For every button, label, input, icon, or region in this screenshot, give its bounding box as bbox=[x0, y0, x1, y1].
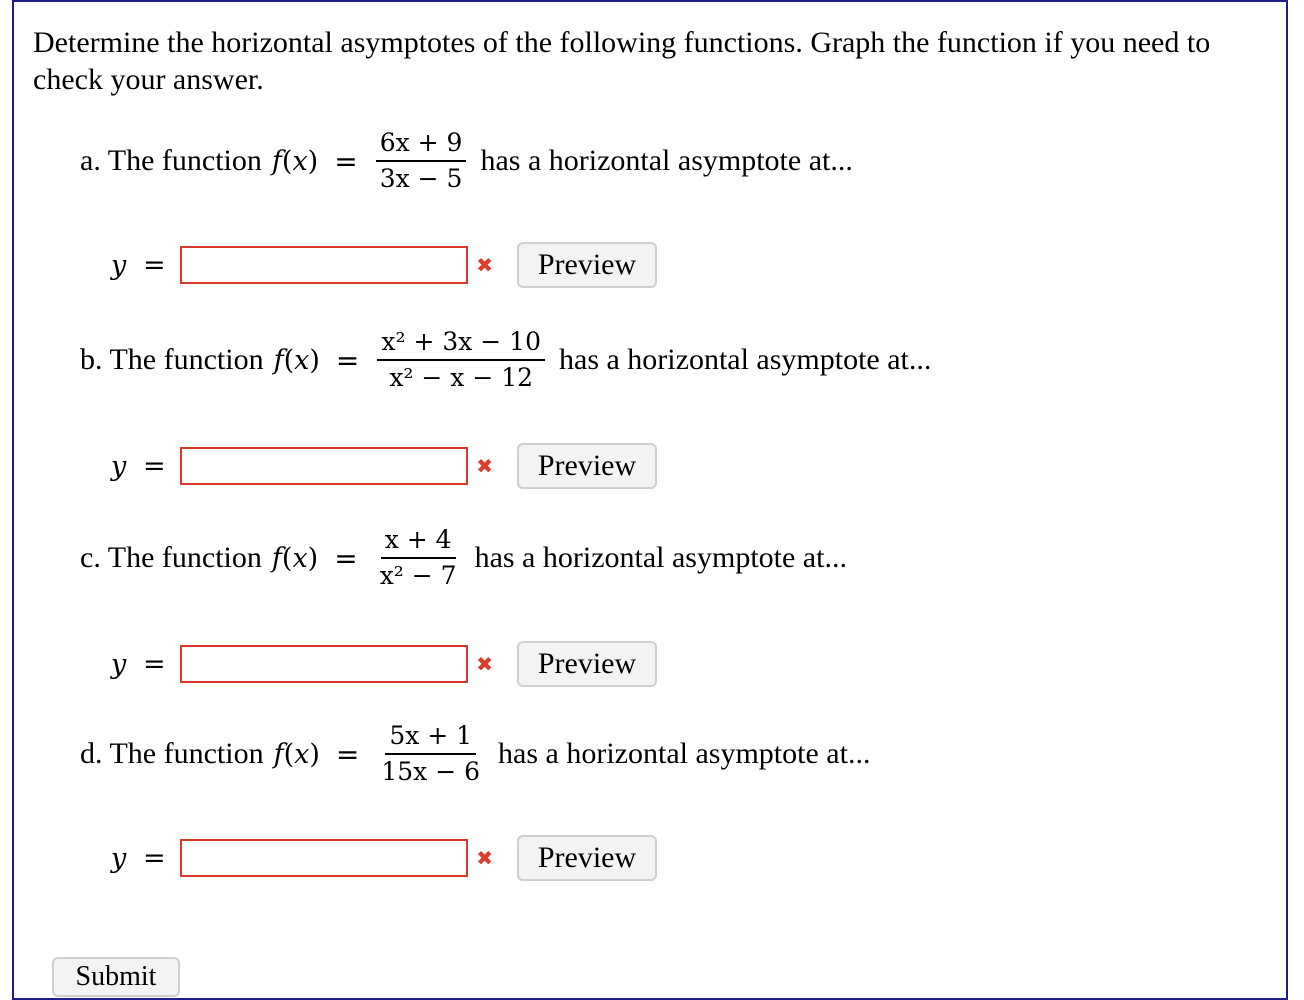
incorrect-x-icon: ✖ bbox=[476, 652, 493, 676]
answer-equals-sign: = bbox=[143, 648, 166, 680]
rational-expression bbox=[376, 523, 461, 593]
preview-button-d[interactable]: Preview bbox=[517, 835, 657, 881]
problem-tail: has a horizontal asymptote at... bbox=[474, 541, 847, 574]
paren-close: ) bbox=[309, 344, 320, 376]
function-variable: x bbox=[294, 738, 310, 770]
answer-variable-label: y bbox=[111, 842, 127, 874]
function-variable: x bbox=[292, 145, 308, 177]
incorrect-x-icon: ✖ bbox=[476, 454, 493, 478]
answer-input-d[interactable] bbox=[180, 839, 468, 877]
paren-open: ( bbox=[283, 344, 295, 376]
problem-lead: d. The function bbox=[80, 737, 264, 770]
paren-open: ( bbox=[283, 738, 295, 770]
denominator: x² − 7 bbox=[379, 561, 457, 590]
answer-row-b bbox=[111, 447, 637, 485]
preview-button-b[interactable]: Preview bbox=[517, 443, 657, 489]
function-name: f bbox=[271, 145, 282, 177]
paren-close: ) bbox=[309, 738, 320, 770]
instructions-text: Determine the horizontal asymptotes of the following functions. Graph the function if you need to check your answer. bbox=[33, 26, 1211, 96]
answer-equals-sign: = bbox=[143, 450, 166, 482]
function-name: f bbox=[273, 738, 284, 770]
answer-input-c[interactable] bbox=[180, 645, 468, 683]
answer-row-a bbox=[111, 246, 637, 284]
answer-variable-label: y bbox=[111, 450, 127, 482]
equals-sign: = bbox=[334, 144, 358, 178]
problem-d-statement bbox=[80, 719, 870, 789]
paren-close: ) bbox=[307, 145, 319, 177]
submit-button[interactable]: Submit bbox=[52, 957, 180, 997]
denominator: 3x − 5 bbox=[379, 164, 463, 193]
preview-button-c[interactable]: Preview bbox=[517, 641, 657, 687]
answer-variable-label: y bbox=[111, 249, 127, 281]
answer-equals-sign: = bbox=[143, 249, 166, 281]
numerator: 5x + 1 bbox=[385, 719, 476, 755]
equals-sign: = bbox=[334, 541, 358, 575]
denominator: 15x − 6 bbox=[381, 757, 481, 786]
answer-input-a[interactable] bbox=[180, 246, 468, 284]
answer-row-c bbox=[111, 645, 637, 683]
paren-open: ( bbox=[281, 542, 293, 574]
problem-lead: a. The function bbox=[80, 144, 262, 177]
numerator: x² + 3x − 10 bbox=[377, 325, 545, 361]
numerator: x + 4 bbox=[381, 523, 456, 559]
equals-sign: = bbox=[335, 737, 360, 771]
denominator: x² − x − 12 bbox=[389, 363, 534, 392]
paren-close: ) bbox=[307, 542, 319, 574]
preview-button-a[interactable]: Preview bbox=[517, 242, 657, 288]
problem-tail: has a horizontal asymptote at... bbox=[480, 144, 853, 177]
problem-c-statement bbox=[80, 523, 847, 593]
incorrect-x-icon: ✖ bbox=[476, 253, 493, 277]
problem-b-statement bbox=[80, 325, 931, 395]
problem-lead: c. The function bbox=[80, 541, 262, 574]
numerator: 6x + 9 bbox=[376, 126, 467, 162]
answer-variable-label: y bbox=[111, 648, 127, 680]
rational-expression bbox=[376, 126, 467, 196]
incorrect-x-icon: ✖ bbox=[476, 846, 493, 870]
answer-input-b[interactable] bbox=[180, 447, 468, 485]
answer-equals-sign: = bbox=[143, 842, 166, 874]
problem-tail: has a horizontal asymptote at... bbox=[498, 737, 871, 770]
problem-a-statement bbox=[80, 126, 853, 196]
function-variable: x bbox=[292, 542, 308, 574]
function-name: f bbox=[271, 542, 282, 574]
rational-expression bbox=[377, 325, 545, 395]
rational-expression bbox=[377, 719, 484, 789]
problem-tail: has a horizontal asymptote at... bbox=[559, 343, 932, 376]
equals-sign: = bbox=[335, 343, 360, 377]
answer-row-d bbox=[111, 839, 637, 877]
function-variable: x bbox=[294, 344, 310, 376]
function-name: f bbox=[273, 344, 284, 376]
problem-lead: b. The function bbox=[80, 343, 264, 376]
paren-open: ( bbox=[281, 145, 293, 177]
